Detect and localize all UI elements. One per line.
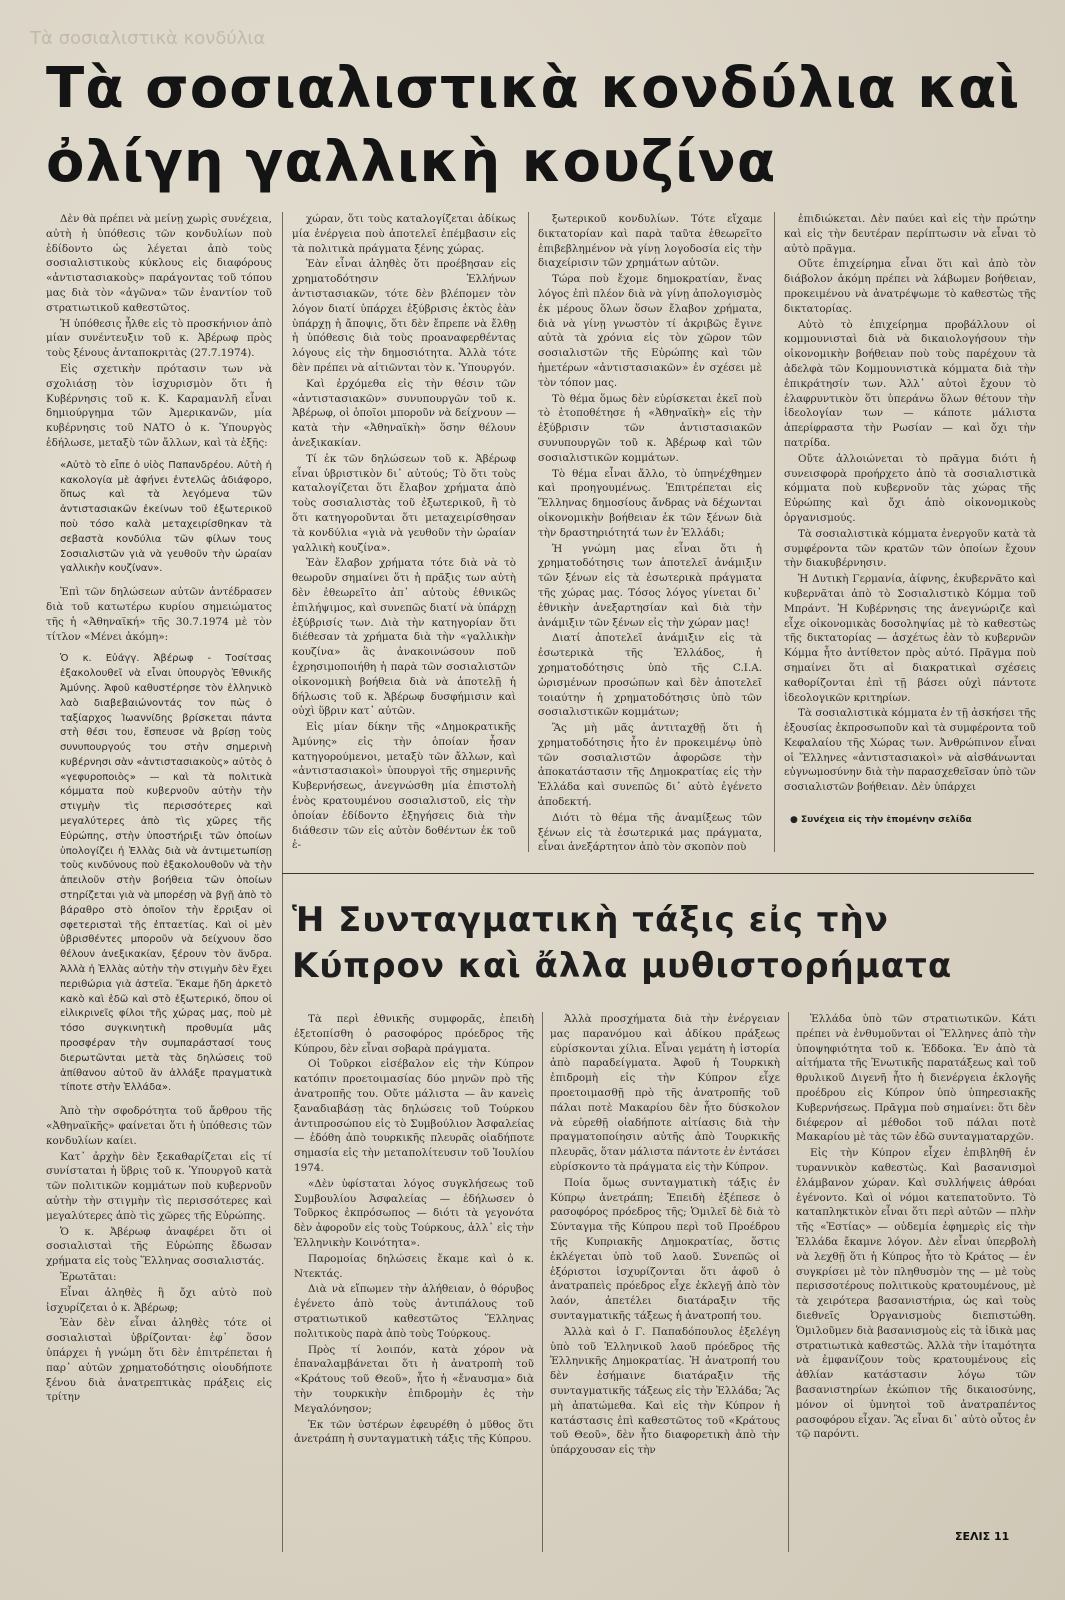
paragraph: Ἐπὶ τῶν δηλώσεων αὐτῶν ἀντέδρασεν διὰ τοῦ κατωτέρω κυρίου σημειώματος τῆς ἡ «Ἀθηναϊκή» τῆς 30.7.1974 μὲ τὸν τίτλον «Μένει ἀκόμη»: — [46, 586, 272, 643]
paragraph: Οὔτε ἀλλοιώνεται τὸ πρᾶγμα διότι ἡ συνεισφορὰ προήρχετο ἀπὸ τὰ σοσιαλιστικὰ κόμματα ποὺ κυβερνοῦν τὰς χώρας τῆς Εὐρώπης καὶ ὄχι ἀπὸ οἰκονομικοὺς ὀργανισμούς. — [784, 452, 1036, 524]
show-through-text: Τὰ σοσιαλιστικὰ κονδύλια — [30, 28, 266, 49]
paragraph: Ἐκ τῶν ὑστέρων ἐφευρέθη ὁ μῦθος ὅτι ἀνετράπη ἡ συνταγματικὴ τάξις τῆς Κύπρου. — [294, 1418, 534, 1446]
section-rule — [282, 873, 1034, 874]
page-number: ΣΕΛΙΣ 11 — [955, 1530, 1010, 1543]
paragraph: ἐπιδιώκεται. Δὲν παύει καὶ εἰς τὴν πρώτην καὶ εἰς τὴν δευτέραν περίπτωσιν νὰ εἶναι τὸ αὐτὸ πρᾶγμα. — [784, 213, 1036, 255]
paragraph: Ἐρωτᾶται: — [60, 1270, 117, 1283]
article1-column-1 — [46, 212, 272, 1562]
paragraph: Τί ἐκ τῶν δηλώσεων τοῦ κ. Ἀβέρωφ εἶναι ὑβριστικὸν δι᾽ αὐτούς; Τὸ ὅτι τοὺς καταλογίζεται ὅτι ἔλαβον χρήματα ἀπὸ τοὺς σοσιαλιστὰς τοῦ ἐξωτερικοῦ, ἢ τὸ ὅτι κατηγοροῦνται ὅτι μεταχειρίσθησαν τὰ κονδύλια «γιὰ νὰ γευθοῦν τὴν ὡραίαν γαλλικὴ κουζίνα». — [292, 452, 516, 554]
paragraph: Ἡ Δυτικὴ Γερμανία, ἀίφνης, ἐκυβερνᾶτο καὶ κυβερνᾶται ἀπὸ τὸ Σοσιαλιστικὸ Κόμμα τοῦ Μπράντ. Ἡ Κυβέρνησις της ἀνεγνώριζε καὶ εἶχε οἰκονομικὰς δοσοληψίας μὲ τὸ καθεστὼς τῆς δικτατορίας — ἀσχέτως ἐὰν τὸ κυβερνῶν Κόμμα ἦτο ἀντίθετον πρὸς αὐτό. Πρᾶγμα ποὺ σημαίνει ὅτι αἱ διακρατικαὶ σχέσεις καθορίζονται ἐπὶ τῇ βάσει οὐχὶ πάντοτε ἰδεολογικῶν κριτηρίων. — [784, 573, 1036, 704]
paragraph: «Δὲν ὑφίσταται λόγος συγκλήσεως τοῦ Συμβουλίου Ἀσφαλείας — ἐδήλωσεν ὁ Τοῦρκος ἐκπρόσωπος — διότι τὰ γεγονότα δὲν ἀφοροῦν εἰς τοὺς Τούρκους, ἀλλ᾽ εἰς τὴν Ἑλληνικὴν Κοινότητα». — [294, 1177, 534, 1249]
paragraph: Ἐὰν εἶναι ἀληθὲς ὅτι προέβησαν εἰς χρηματοδότησιν Ἑλλήνων ἀντιστασιακῶν, τότε δὲν βλέπομεν τὸν λόγον διατί ὑπάρχει ἐξύβρισις ἐκτὸς ἐὰν ὑπάρχῃ ἡ ἄποψις, ὅτι δὲν ἔπρεπε νὰ ἔλθῃ ἡ ὑπόθεσις διὰ τοὺς προαναφερθέντας λόγους εἰς τὴν δημοσιότητα. Ἀλλὰ τότε δὲν πρέπει νὰ αἰτιῶνται τὸν κ. Ὑπουργόν. — [292, 258, 516, 374]
paragraph: Οὔτε ἐπιχείρημα εἶναι ὅτι καὶ ἀπὸ τὸν διάβολον ἀκόμη πρέπει νὰ λάβωμεν βοήθειαν, προκειμένου νὰ ἀνατρέψωμε τὸ καθεστὼς τῆς δικτατορίας. — [784, 258, 1036, 315]
paragraph: Διότι τὸ θέμα τῆς ἀναμίξεως τῶν ξένων εἰς τὰ ἐσωτερικά μας πράγματα, εἶναι ἀνεξάρτητον ἀπὸ τὸν σκοπὸν ποὺ — [538, 811, 762, 854]
paragraph: Κατ᾽ ἀρχὴν δὲν ξεκαθαρίζεται εἰς τί συνίσταται ἡ ὕβρις τοῦ κ. Ὑπουργοῦ κατὰ τῶν πολιτικῶν κομμάτων ποὺ κυβερνοῦν αὐτὴν τὴν στιγμὴν τὶς περισσότερες καὶ μεγαλύτερες ἀπὸ τὶς χῶρες τῆς Εὐρώπης. — [46, 1150, 272, 1222]
paragraph: Ποία ὅμως συνταγματικὴ τάξις ἐν Κύπρῳ ἀνετράπη; Ἐπειδὴ ἐξέπεσε ὁ ρασοφόρος πρόεδρος τῆς; Ὁμιλεῖ δὲ διὰ τὸ Σύνταγμα τῆς Κύπρου περὶ τοῦ Προέδρου τῆς Κυπριακῆς Δημοκρατίας, ὅστις ἐκλέγεται ὑπὸ τοῦ λαοῦ. Συνεπῶς οἱ ἐξόριστοι ἰσχυρίζονται ὅτι ἀφοῦ ὁ ἀνατραπεὶς πρόεδρος εἶχε ἐκλεγῇ ἀπὸ τὸν λαόν, ἀπετέλει διατάραξιν τῆς συνταγματικῆς τάξεως ἡ ἀνατροπή του. — [550, 1176, 780, 1322]
paragraph: Εἰς μίαν δίκην τῆς «Δημοκρατικῆς Ἀμύνης» εἰς τὴν ὁποίαν ἦσαν κατηγορούμενοι, μεταξὺ τῶν ἄλλων, καὶ «ἀντιστασιακοὶ» ὑπουργοὶ τῆς σημερινῆς Κυβερνήσεως, ἀνεγνώσθη μία ἐπιστολὴ ἐνὸς κρατουμένου σοσιαλιστοῦ, εἰς τὴν ὁποίαν ἐδίδοντο ἐξηγήσεις διὰ τὴν διάθεσιν τῶν εἰς αὐτὸν δοθέντων ἐκ τοῦ ἐ- — [292, 721, 516, 852]
paragraph: Ἀλλὰ καὶ ὁ Γ. Παπαδόπουλος ἐξελέγη ὑπὸ τοῦ Ἑλληνικοῦ λαοῦ πρόεδρος τῆς Ἑλληνικῆς Δημοκρατίας. Ἡ ἀνατροπή του δὲν ἐσήμαινε διατάραξιν τῆς συνταγματικῆς τάξεως εἰς τὴν Ἑλλάδα; Ἂς μὴ ἀπατώμεθα. Καὶ εἰς τὴν Κύπρον ἡ κατάστασις ἐπὶ καθεστῶτος τοῦ «Κράτους τοῦ Θεοῦ», δὲν ἦτο διαφορετικὴ ἀπὸ τὴν ὑπάρχουσαν εἰς τὴν — [550, 1325, 780, 1457]
paragraph: Οἱ Τοῦρκοι εἰσέβαλον εἰς τὴν Κύπρον κατόπιν προετοιμασίας δύο μηνῶν πρὸ τῆς ἀνατροπῆς του. Οὔτε μάλιστα — ἂν κανεὶς ξαναδιαβάσῃ τὰς δηλώσεις τοῦ Τούρκου ἀντιπροσώπου εἰς τὸ Συμβούλιον Ἀσφαλείας — ἐδόθη ἀπὸ τουρκικῆς πλευρᾶς οἱαδήποτε σημασία εἰς τὴν μεταπολίτευσιν τοῦ Ἰουλίου 1974. — [294, 1058, 534, 1174]
continuation-note: ● Συνέχεια εἰς τὴν ἑπομένην σελίδα — [790, 815, 972, 825]
paragraph: Ἂς μὴ μᾶς ἀντιταχθῇ ὅτι ἡ χρηματοδότησις ἦτο ἐν προκειμένῳ ὑπὸ τῶν σοσιαλιστῶν ἀφορῶσε τὴν ἀποκατάστασιν τῆς Δημοκρατίας εἰς τὴν Ἑλλάδα καὶ συνεπῶς δι᾽ αὐτὸ ἐγένετο ἀποδεκτή. — [538, 722, 762, 809]
paragraph: Τώρα ποὺ ἔχομε δημοκρατίαν, ἕνας λόγος ἐπὶ πλέον διὰ νὰ γίνῃ ἀπολογισμὸς ἐκ μέρους ὅλων ὅσων ἔλαβον χρήματα, διὰ νὰ γίνῃ γνωστὸν τί ἀκριβῶς ἔγινε αὐτὰ τὰ χρόνια εἰς τὸν χῶρον τῶν σοσιαλιστῶν τῆς Εὐρώπης καὶ τῶν ἡμετέρων «ἀντιστασιακῶν» ἐν σχέσει μὲ τὸν τόπον μας. — [538, 273, 762, 389]
paragraph: Ὁ κ. Ἀβέρωφ ἀναφέρει ὅτι οἱ σοσιαλισταὶ τῆς Εὐρώπης ἔδωσαν χρήματα εἰς τοὺς Ἕλληνας σοσιαλιστάς. — [46, 1225, 272, 1268]
column-rule — [788, 1012, 789, 1552]
paragraph: Τὸ θέμα ὅμως δὲν εὑρίσκεται ἐκεῖ ποὺ τὸ ἐτοποθέτησε ἡ «Ἀθηναϊκὴ» εἰς τὴν ἐξύβρισιν τῶν ἀντιστασιακῶν συνυπουργῶν τοῦ κ. Ἀβέρωφ καὶ τῶν σοσιαλιστικῶν κομμάτων. — [538, 392, 762, 464]
paragraph: Αὐτὸ τὸ ἐπιχείρημα προβάλλουν οἱ κομμουνισταὶ διὰ νὰ δικαιολογήσουν τὴν οἰκονομικὴν βοήθειαν ποὺ τοὺς παρέχουν τὰ ἀδελφὰ τῶν Κομμουνιστικὰ κόμματα διὰ τὴν ἐπικράτησίν των. Ἀλλ᾽ αὐτοὶ ἔχουν τὸ ἐλαφρυντικὸν ὅτι ὑπεράνω ὅλων θέτουν τὴν ἰδεολογίαν των — κάποτε μάλιστα ἀπερίφραστα τὴν Ρωσίαν — καὶ ὄχι τὴν πατρίδα. — [784, 318, 1036, 449]
paragraph: ξωτερικοῦ κονδυλίων. Τότε εἴχαμε δικτατορίαν καὶ παρὰ ταῦτα ἐθεωρεῖτο ἐπιβεβλημένον νὰ γίνῃ λογοδοσία εἰς τὴν διαχείρισιν τῶν χρημάτων αὐτῶν. — [538, 213, 762, 270]
paragraph: Εἰς σχετικὴν πρότασιν των νὰ σχολιάσῃ τὸν ἰσχυρισμὸν ὅτι ἡ Κυβέρνησις τοῦ κ. Κ. Καραμανλῆ εἶναι δημιούργημα τῶν Ἀμερικανῶν, μία κυβέρνησις τοῦ ΝΑΤΟ ὁ κ. Ὑπουργὸς ἐδήλωσε, μεταξὺ τῶν ἄλλων, καὶ τὰ ἑξῆς: — [46, 362, 272, 449]
paragraph: Πρὸς τί λοιπόν, κατὰ χόρον νὰ ἐπαναλαμβάνεται ὅτι ἡ ἀνατροπὴ τοῦ «Κράτους τοῦ Θεοῦ», ἦτο ἡ «ἔναυσμα» διὰ τὴν τουρκικὴν ἐπιδρομὴν ἐς τὴν Μεγαλόνησον; — [294, 1343, 534, 1415]
paragraph: Ἑλλάδα ὑπὸ τῶν στρατιωτικῶν. Κάτι πρέπει νὰ ἐνθυμοῦνται οἱ Ἕλληνες ἀπὸ τὴν ὑποψηφιότητα τοῦ κ. Ἐδδοκα. Ἐν ἀπὸ τὰ αἰτήματα τῆς Ἐνωτικῆς παρατάξεως καὶ τοῦ θρυλικοῦ Διγενῆ ἦτο ἡ διενέργεια ἐκλογῆς προέδρου εἰς Κύπρον ὑπὸ ὑπηρεσιακῆς Κυβερνήσεως. Πρᾶγμα ποὺ σημαίνει: ὅτι δὲν διέφερον αἱ μέθοδοι τοῦ πάλαι ποτὲ Μακαρίου μὲ τὰς τῶν ἐδῶ συνταγματαρχῶν. — [796, 1013, 1036, 1144]
paragraph: Ἐὰν δὲν εἶναι ἀληθὲς τότε οἱ σοσιαλισταὶ ὑβρίζονται· ἐφ᾽ ὅσον ὑπάρχει ἡ γνώμη ὅτι δὲν ἐπιτρέπεται ἡ παρ᾽ αὐτῶν χρηματοδότησις οἱουδήποτε ξένου διὰ ἀνατρεπτικὰς πράξεις εἰς τρίτην — [46, 1317, 272, 1404]
paragraph: «Αὐτὸ τὸ εἶπε ὁ υἱὸς Παπανδρέου. Αὐτὴ ἡ κακολογία μὲ ἀφήνει ἐντελῶς ἀδιάφορο, ὅπως καὶ τὰ λεγόμενα τῶν ἀντιστασιακῶν ἐκείνων τοῦ ἐξωτερικοῦ ποὺ τόσο καλὰ μεταχειρίσθηκαν τὰ σεβαστὰ κονδύλια τῶν φίλων τους Σοσιαλιστῶν γιὰ νὰ γευθοῦν τὴν ὡραίαν γαλλικὴν κουζίναν». — [60, 459, 272, 575]
paragraph: Ὁ κ. Εὐάγγ. Ἀβέρωφ - Τοσίτσας ἐξακολουθεῖ νὰ εἶναι ὑπουργὸς Ἐθνικῆς Ἀμύνης. Ἀφοῦ καθυστέρησε τὸν ἑλληνικὸ λαὸ διαβεβαιώνοντάς τον πὼς ὁ ταξίαρχος Ἰωαννίδης βρίσκεται πάντα στὴ θέσι του, ἔσπευσε νὰ βρίσῃ τοὺς συνυπουργούς του στὴν σημερινὴ κυβέρνησι σὰν «ἀντιστασιακοὺς» αὐτὸς ὁ «γεφυροποιὸς» — καὶ τὰ πολιτικὰ κόμματα ποὺ κυβερνοῦν αὐτὴν τὴν στιγμὴν τὶς περισσότερες καὶ μεγαλύτερες ἀπὸ τὶς χῶρες τῆς Εὐρώπης, στὴν ὑποστήριξι τῶν ὁποίων ὑπολογίζει ἡ Ἑλλὰς διὰ νὰ ἀντιμετωπίσῃ τοὺς κινδύνους ποὺ ἐξακολουθοῦν νὰ τὴν ἀπειλοῦν στὴν βοήθεια τῶν ὁποίων στηρίζεται γιὰ νὰ μπορέσῃ νὰ βγῇ ἀπὸ τὸ βάραθρο στὸ ὁποῖον τὴν ἔρριξαν οἱ σφετερισταὶ τῆς ἐπταετίας. Καὶ οἱ μὲν ὑβρισθέντες μποροῦν νὰ δείχνουν ὅσο θέλουν ἀνεξικακίαν, ξέρουν τὸν ἄνδρα. Ἀλλὰ ἡ Ἑλλὰς αὐτὴν τὴν στιγμὴν δὲν ἔχει περιθώρια γιὰ ἀστεῖα. Ἔκαμε ἤδη ἀρκετὸ κακὸ καὶ ἐδῶ καὶ στὸ ἐξωτερικό, ὅπου οἱ εἰλικρινεῖς φίλοι τῆς χώρας μας, ποὺ μὲ τόσο συγκινητικὴ προθυμία μᾶς προσφέραν τὴν συμπαράστασί τους διερωτῶνται μετὰ τὰς δηλώσεις τοῦ ἀπίθανου αὐτοῦ ἄν ἀλλάξε πραγματικὰ τίποτε στὴν Ἑλλάδα». — [60, 653, 272, 1094]
paragraph: Εἰς τὴν Κύπρον εἶχεν ἐπιβληθῆ ἐν τυραννικὸν καθεστὼς. Καὶ βασανισμοὶ ἐλάμβανον χώραν. Καὶ συλλήψεις ἀθρόαι ἐγένοντο. Καὶ οἱ νόμοι κατεπατοῦντο. Τὸ καταπληκτικὸν εἶναι ὅτι περὶ αὐτῶν — πλὴν τῆς «Ἑστίας» — οὐδεμία ἐφημερὶς εἰς τὴν Ἑλλάδα ἔκαμνε λόγον. Δὲν εἶναι ὑπερβολὴ νὰ λεχθῇ ὅτι ἡ Κύπρος ἦτο τὸ Κράτος — ἐν συγκρίσει μὲ τὸν πληθυσμὸν της — μὲ τοὺς περισσοτέρους πολιτικοὺς κρατουμένους, μὲ τὰ χειρότερα βασανιστήρια, ὡς καὶ τοὺς διεθνεῖς Ὀργανισμοὺς διεπιστώθη. Ὁμιλοῦμεν διὰ βασανισμοὺς εἰς τὰ ἰδικὰ μας στρατιωτικὰ καθεστῶς. Ἀλλὰ τὴν ἰταμότητα νὰ ἐμφανίζουν τοὺς κρατουμένους εἰς ἀθλίαν κατάστασιν λόγω τῶν βασανιστηρίων ἐκώπιον τῆς δικαιοσύνης, μόνον οἱ ὑμνητοὶ τοῦ ἀνατραπέντος ρασοφόρου εἶχαν. Ἂς εἶναι δι᾽ αὐτὸ οὗτος ἐν τῷ παρόντι. — [796, 1147, 1036, 1441]
paragraph: Τὰ σοσιαλιστικὰ κόμματα ἐνεργοῦν κατὰ τὰ συμφέροντα τῶν κρατῶν τῶν ὁποίων ἔχουν τὴν διακυβέρνησιν. — [784, 527, 1036, 570]
paragraph: Ἡ γνώμη μας εἶναι ὅτι ἡ χρηματοδότησις των ἀποτελεῖ ἀνάμιξιν τῶν ξένων εἰς τὰ ἐσωτερικὰ πράγματα τῆς χώρας μας. Τόσος λόγος γίνεται δι᾽ ἐθνικὴν ἀνεξαρτησίαν καὶ διὰ τὴν ἀνάμιξιν τῶν ξένων εἰς τὴν χώραν μας! — [538, 542, 762, 629]
paragraph: Τὰ περὶ ἐθνικῆς συμφορᾶς, ἐπειδὴ ἐξετοπίσθη ὁ ρασοφόρος πρόεδρος τῆς Κύπρου, δὲν εἶναι σοβαρὰ πράγματα. — [294, 1013, 534, 1055]
article2-column-2 — [550, 1012, 780, 1532]
paragraph: Τὸ θέμα εἶναι ἄλλο, τὸ ὑπηνέχθημεν καὶ προηγουμένως. Ἐπιτρέπεται εἰς Ἕλληνας δημοσίους ἄνδρας νὰ δέχωνται οἰκονομικὴν βοήθειαν ἐκ τῶν ξένων διὰ τὴν δραστηριότητά των ἐν Ἑλλάδι; — [538, 467, 762, 539]
column-rule — [774, 212, 775, 852]
article1-column-4 — [784, 212, 1036, 812]
paragraph: Καὶ ἐρχόμεθα εἰς τὴν θέσιν τῶν «ἀντιστασιακῶν» συνυπουργῶν τοῦ κ. Ἀβέρωφ, οἱ ὁποῖοι μποροῦν νὰ δείχνουν — κατὰ τὴν «Ἀθηναϊκὴ» ὅσην θέλουν ἀνεξικακίαν. — [292, 377, 516, 449]
article1-column-3 — [538, 212, 762, 864]
paragraph: Ἡ ὑπόθεσις ἦλθε εἰς τὸ προσκήνιον ἀπὸ μίαν συνέντευξιν τοῦ κ. Ἀβέρωφ πρὸς τοὺς ξένους ἀνταποκριτὰς (27.7.1974). — [46, 317, 272, 360]
article2-column-3 — [796, 1012, 1036, 1522]
column-rule — [282, 212, 283, 1552]
paragraph: Ἀπὸ τὴν σφοδρότητα τοῦ ἄρθρου τῆς «Ἀθηναϊκῆς» φαίνεται ὅτι ἡ ὑπόθεσις τῶν κονδυλίων καίει. — [46, 1105, 272, 1147]
paragraph: Διὰ νὰ εἴπωμεν τὴν ἀλήθειαν, ὁ θόρυβος ἐγένετο ἀπὸ τοὺς ἀντιπάλους τοῦ στρατιωτικοῦ καθεστῶτος Ἕλληνας πολιτικοὺς παρὰ ἀπὸ τοὺς Τούρκους. — [294, 1283, 534, 1340]
paragraph: Δὲν θὰ πρέπει νὰ μείνῃ χωρὶς συνέχεια, αὐτὴ ἡ ὑπόθεσις τῶν κονδυλίων ποὺ ἐδίδοντο ὡς λέγεται ἀπὸ τοὺς σοσιαλιστικοὺς κύκλους εἰς διαφόρους «ἀντιστασιακοὺς» παράγοντας τοῦ τόπου μας διὰ τὸν «ἀγῶνα» τῶν ἐναντίον τοῦ στρατιωτικοῦ καθεστῶτος. — [46, 213, 272, 314]
paragraph: Εἶναι ἀληθὲς ἢ ὄχι αὐτὸ ποὺ ἰσχυρίζεται ὁ κ. Ἀβέρωφ; — [46, 1286, 272, 1314]
paragraph: Ἀλλὰ προσχήματα διὰ τὴν ἐνέργειαν μας παρανόμου καὶ ἀδίκου πράξεως εὑρίσκονται χίλια. Εἶναι γεμάτη ἡ ἱστορία ἀπὸ παραδείγματα. Ἀφοῦ ἡ Τουρκικὴ ἐπιδρομὴ εἰς τὴν Κύπρον εἶχε προετοιμασθῇ πρὸ τῆς ἀνατροπῆς τοῦ πάλαι ποτὲ Μακαρίου δὲν ἦτο δύσκολον νὰ εὑρεθῇ οἱαδήποτε αἰτίασις διὰ τὴν πραγματοποίησιν αὐτῆς ἀπὸ Τουρκικῆς πλευρᾶς, ὅταν μάλιστα πάντοτε ἐν ἐντάσει εὑρίσκοντο τὰ πράγματα εἰς τὴν Κύπρον. — [550, 1013, 780, 1173]
column-rule — [542, 1012, 543, 1552]
page-headline: Τὰ σοσιαλιστικὰ κονδύλια καὶ ὀλίγη γαλλικὴ κουζίνα — [46, 56, 1021, 195]
article1-column-2 — [292, 212, 516, 864]
article2-column-1 — [294, 1012, 534, 1532]
paragraph: Τὰ σοσιαλιστικὰ κόμματα ἐν τῇ ἀσκήσει τῆς ἐξουσίας ἐκπροσωποῦν καὶ τὰ συμφέροντα τοῦ Κεφαλαίου τῆς Χώρας των. Ἀνθρώπινον εἶναι οἱ Ἕλληνες «ἀντιστασιακοὶ» νὰ αἰσθάνωνται εὐγνωμοσύνην διὰ τὴν παρασχεθεῖσαν ὑπὸ τῶν σοσιαλιστῶν βοήθειαν. Δὲν ὑπάρχει — [784, 707, 1036, 794]
paragraph: Παρομοίας δηλώσεις ἔκαμε καὶ ὁ κ. Ντεκτάς. — [294, 1252, 534, 1280]
article2-headline: Ἡ Συνταγματικὴ τάξις εἰς τὴν Κύπρον καὶ ἄλλα μυθιστορήματα — [292, 900, 953, 986]
paragraph: χώραν, ὅτι τοὺς καταλογίζεται ἀδίκως μία ἐνέργεια ποὺ ἀποτελεῖ ἐπέμβασιν εἰς τὰ πολιτικὰ πράγματα ξένης χώρας. — [292, 213, 516, 255]
paragraph: Ἐὰν ἔλαβον χρήματα τότε διὰ νὰ τὸ θεωροῦν σημαίνει ὅτι ἡ πρᾶξις των αὐτὴ δὲν ἐθεωρεῖτο ἀπ᾽ αὐτοὺς ἐθνικῶς ἐπιλήψιμος, καὶ συνεπῶς διατί νὰ ὑπάρχῃ ἐξύβρισίς των. Διὰ τὴν κατηγορίαν ὅτι διέθεσαν τὰ χρήματα διὰ τὴν «γαλλικὴν κουζίνα» ἂς ἀνακοινώσουν ποῦ ἐχρησιμοποιήθη ἡ παρὰ τῶν σοσιαλιστῶν οἰκονομικὴ βοήθεια διὰ νὰ ἀποτελῇ ἡ δήλωσις τοῦ κ. Ἀβέρωφ δυσφήμισιν καὶ οὐχὶ ὕβριν κατ᾽ αὐτῶν. — [292, 557, 516, 718]
paragraph: Διατί ἀποτελεῖ ἀνάμιξιν εἰς τὰ ἐσωτερικὰ τῆς Ἑλλάδος, ἡ χρηματοδότησις ὑπὸ τῆς C.I.A. ὡρισμένων προσώπων καὶ δὲν ἀποτελεῖ τοιαύτην ἡ χρηματοδότησις ὑπὸ τῶν σοσιαλιστικῶν κομμάτων; — [538, 632, 762, 719]
column-rule — [528, 212, 529, 852]
